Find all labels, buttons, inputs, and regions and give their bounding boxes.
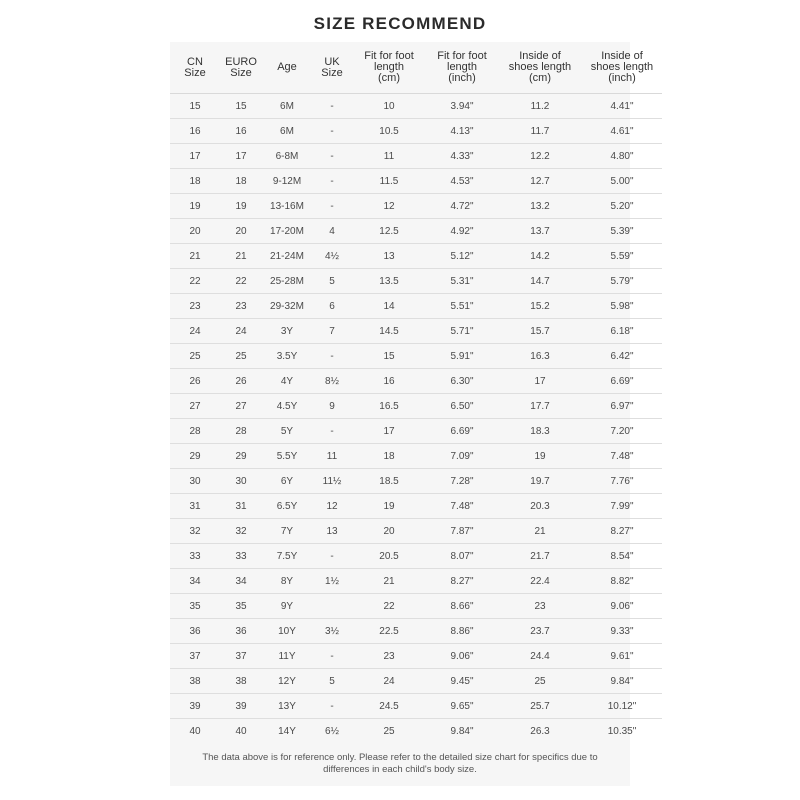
cell-foot-length-inch: 4.72"	[426, 194, 498, 219]
table-row	[170, 669, 662, 694]
cell-uk-size: 9	[312, 394, 352, 419]
cell-uk-size: -	[312, 419, 352, 444]
cell-age: 17-20M	[262, 219, 312, 244]
table-row	[170, 194, 662, 219]
cell-shoe-length-inch: 9.33"	[582, 619, 662, 644]
cell-foot-length-inch: 7.87"	[426, 519, 498, 544]
cell-euro-size: 15	[220, 94, 262, 119]
cell-foot-length-cm: 25	[383, 725, 395, 737]
cell-euro-size: 28	[220, 419, 262, 444]
cell-cn-size: 19	[170, 194, 220, 219]
cell-age: 12Y	[262, 669, 312, 694]
table-row	[170, 244, 662, 269]
cell-uk-size: -	[312, 344, 352, 369]
page-title: SIZE RECOMMEND	[313, 14, 487, 33]
cell-foot-length-inch: 6.30"	[426, 369, 498, 394]
cell-cn-size: 22	[170, 269, 220, 294]
cell-age: 6M	[262, 119, 312, 144]
cell-shoe-length-inch: 5.98"	[582, 294, 662, 319]
table-row	[170, 419, 662, 444]
cell-foot-length-cm: 11	[352, 144, 426, 169]
cell-foot-length-inch: 3.94"	[426, 94, 498, 119]
column-header-cn-size: CN Size	[170, 42, 220, 94]
cell-shoe-length-inch: 6.97"	[582, 394, 662, 419]
cell-shoe-length-cm: 12.2	[498, 144, 582, 169]
cell-uk-size: -	[312, 544, 352, 569]
cell-age: 29-32M	[262, 294, 312, 319]
cell-shoe-length-inch: 10.12"	[582, 694, 662, 719]
cell-uk-size: -	[312, 119, 352, 144]
cell-foot-length-inch: 8.66"	[426, 594, 498, 619]
cell-foot-length-cm: 22.5	[352, 619, 426, 644]
cell-euro-size: 18	[220, 169, 262, 194]
cell-uk-size: 1½	[312, 569, 352, 594]
cell-foot-length-inch: 4.53"	[426, 169, 498, 194]
table-row	[170, 319, 662, 344]
cell-shoe-length-cm: 15.7	[498, 319, 582, 344]
cell-euro-size: 36	[220, 619, 262, 644]
cell-shoe-length-cm: 14.7	[498, 269, 582, 294]
cell-cn-size: 29	[170, 444, 220, 469]
cell-uk-size: 7	[312, 319, 352, 344]
cell-age: 4.5Y	[262, 394, 312, 419]
cell-uk-size: 6½	[325, 725, 339, 737]
cell-shoe-length-inch: 5.39"	[582, 219, 662, 244]
table-row	[170, 219, 662, 244]
cell-euro-size: 33	[220, 544, 262, 569]
column-header-foot-length-cm: Fit for foot length (cm)	[352, 42, 426, 94]
cell-shoe-length-cm: 21	[498, 519, 582, 544]
cell-shoe-length-cm: 11.7	[498, 119, 582, 144]
cell-uk-size: 5	[312, 269, 352, 294]
column-header-uk-size: UK Size	[312, 42, 352, 94]
table-row	[170, 369, 662, 394]
cell-shoe-length-cm: 17	[498, 369, 582, 394]
cell-age: 21-24M	[262, 244, 312, 269]
cell-foot-length-cm: 15	[352, 344, 426, 369]
cell-foot-length-cm: 24.5	[352, 694, 426, 719]
cell-foot-length-inch: 8.86"	[426, 619, 498, 644]
cell-shoe-length-inch: 6.42"	[582, 344, 662, 369]
cell-shoe-length-inch: 9.61"	[582, 644, 662, 669]
cell-euro-size: 26	[220, 369, 262, 394]
cell-foot-length-cm: 20.5	[352, 544, 426, 569]
cell-uk-size: -	[312, 644, 352, 669]
cell-euro-size: 19	[220, 194, 262, 219]
cell-euro-size: 23	[220, 294, 262, 319]
cell-uk-size: -	[312, 169, 352, 194]
cell-shoe-length-cm: 17.7	[498, 394, 582, 419]
cell-foot-length-inch: 8.27"	[426, 569, 498, 594]
disclaimer-note: The data above is for reference only. Please refer to the detailed size chart for specifics due to differences in each child's body size.	[202, 752, 598, 775]
cell-shoe-length-inch: 8.54"	[582, 544, 662, 569]
cell-shoe-length-cm: 13.2	[498, 194, 582, 219]
cell-cn-size: 23	[170, 294, 220, 319]
cell-age: 13Y	[262, 694, 312, 719]
cell-shoe-length-inch: 8.82"	[582, 569, 662, 594]
cell-age: 3Y	[262, 319, 312, 344]
cell-uk-size: 3½	[312, 619, 352, 644]
cell-uk-size: 13	[312, 519, 352, 544]
cell-shoe-length-cm: 15.2	[498, 294, 582, 319]
cell-euro-size: 37	[220, 644, 262, 669]
cell-foot-length-cm: 23	[352, 644, 426, 669]
cell-uk-size: 4	[312, 219, 352, 244]
cell-foot-length-inch: 5.71"	[426, 319, 498, 344]
cell-shoe-length-inch: 8.27"	[582, 519, 662, 544]
table-body	[170, 94, 662, 744]
cell-foot-length-cm: 12	[352, 194, 426, 219]
cell-cn-size: 34	[170, 569, 220, 594]
cell-uk-size: -	[312, 144, 352, 169]
cell-foot-length-cm: 12.5	[352, 219, 426, 244]
cell-shoe-length-inch: 5.20"	[582, 194, 662, 219]
cell-foot-length-cm: 20	[352, 519, 426, 544]
cell-uk-size: -	[312, 94, 352, 119]
cell-cn-size: 26	[170, 369, 220, 394]
cell-uk-size: 11½	[312, 469, 352, 494]
table-row	[170, 144, 662, 169]
cell-foot-length-cm: 10.5	[352, 119, 426, 144]
cell-uk-size: 6	[312, 294, 352, 319]
cell-age: 5Y	[262, 419, 312, 444]
cell-shoe-length-inch: 7.99"	[582, 494, 662, 519]
cell-euro-size: 39	[220, 694, 262, 719]
cell-age: 10Y	[262, 619, 312, 644]
cell-shoe-length-cm: 13.7	[498, 219, 582, 244]
table-row	[170, 94, 662, 119]
cell-age: 6.5Y	[262, 494, 312, 519]
cell-cn-size: 37	[170, 644, 220, 669]
cell-uk-size	[312, 594, 352, 619]
table-row	[170, 569, 662, 594]
cell-shoe-length-cm: 22.4	[498, 569, 582, 594]
cell-foot-length-cm: 13	[352, 244, 426, 269]
cell-foot-length-inch: 5.91"	[426, 344, 498, 369]
cell-cn-size: 18	[170, 169, 220, 194]
column-header-foot-length-inch: Fit for foot length (inch)	[426, 42, 498, 94]
cell-cn-size: 39	[170, 694, 220, 719]
cell-uk-size: 11	[312, 444, 352, 469]
cell-cn-size: 27	[170, 394, 220, 419]
cell-shoe-length-cm: 21.7	[498, 544, 582, 569]
column-header-euro-size: EURO Size	[220, 42, 262, 94]
cell-age: 6Y	[262, 469, 312, 494]
cell-foot-length-inch: 6.69"	[426, 419, 498, 444]
cell-foot-length-inch: 4.33"	[426, 144, 498, 169]
cell-shoe-length-inch: 4.41"	[582, 94, 662, 119]
cell-age: 3.5Y	[262, 344, 312, 369]
cell-foot-length-inch: 5.51"	[426, 294, 498, 319]
cell-foot-length-cm: 16	[352, 369, 426, 394]
cell-cn-size: 20	[170, 219, 220, 244]
cell-euro-size: 25	[220, 344, 262, 369]
cell-foot-length-inch: 5.12"	[426, 244, 498, 269]
column-header-shoe-length-inch: Inside of shoes length (inch)	[582, 42, 662, 94]
cell-cn-size: 16	[170, 119, 220, 144]
cell-shoe-length-cm: 12.7	[498, 169, 582, 194]
cell-foot-length-inch: 5.31"	[426, 269, 498, 294]
table-row	[170, 644, 662, 669]
cell-foot-length-inch: 7.28"	[426, 469, 498, 494]
table-row	[170, 594, 662, 619]
cell-age: 9Y	[262, 594, 312, 619]
table-row	[170, 544, 662, 569]
cell-cn-size: 32	[170, 519, 220, 544]
cell-foot-length-inch: 9.45"	[426, 669, 498, 694]
cell-shoe-length-inch: 4.80"	[582, 144, 662, 169]
cell-uk-size: 4½	[312, 244, 352, 269]
cell-foot-length-cm: 22	[352, 594, 426, 619]
cell-shoe-length-cm: 16.3	[498, 344, 582, 369]
cell-euro-size: 35	[220, 594, 262, 619]
cell-foot-length-cm: 18.5	[352, 469, 426, 494]
cell-age: 4Y	[262, 369, 312, 394]
table-row	[170, 469, 662, 494]
cell-foot-length-inch: 6.50"	[426, 394, 498, 419]
table-row	[170, 619, 662, 644]
cell-foot-length-cm: 21	[352, 569, 426, 594]
column-header-age: Age	[262, 42, 312, 94]
cell-foot-length-cm: 11.5	[352, 169, 426, 194]
table-row	[170, 294, 662, 319]
cell-euro-size: 22	[220, 269, 262, 294]
cell-shoe-length-cm: 18.3	[498, 419, 582, 444]
cell-foot-length-cm: 13.5	[352, 269, 426, 294]
table-row	[170, 119, 662, 144]
cell-cn-size: 25	[170, 344, 220, 369]
cell-foot-length-cm: 24	[352, 669, 426, 694]
cell-euro-size: 16	[220, 119, 262, 144]
cell-shoe-length-inch: 5.79"	[582, 269, 662, 294]
cell-cn-size: 31	[170, 494, 220, 519]
cell-foot-length-inch: 8.07"	[426, 544, 498, 569]
cell-foot-length-cm: 14	[352, 294, 426, 319]
cell-cn-size: 40	[189, 725, 201, 737]
cell-shoe-length-cm: 25	[498, 669, 582, 694]
cell-euro-size: 34	[220, 569, 262, 594]
cell-shoe-length-cm: 19.7	[498, 469, 582, 494]
cell-cn-size: 28	[170, 419, 220, 444]
table-row	[170, 169, 662, 194]
table-row	[170, 519, 662, 544]
cell-cn-size: 36	[170, 619, 220, 644]
table-row	[170, 444, 662, 469]
cell-shoe-length-cm: 26.3	[530, 725, 550, 737]
cell-shoe-length-inch: 9.84"	[582, 669, 662, 694]
cell-cn-size: 30	[170, 469, 220, 494]
cell-shoe-length-cm: 14.2	[498, 244, 582, 269]
cell-cn-size: 21	[170, 244, 220, 269]
cell-age: 13-16M	[262, 194, 312, 219]
cell-euro-size: 24	[220, 319, 262, 344]
cell-shoe-length-cm: 11.2	[498, 94, 582, 119]
cell-foot-length-inch: 4.92"	[426, 219, 498, 244]
cell-shoe-length-inch: 6.69"	[582, 369, 662, 394]
cell-shoe-length-inch: 7.20"	[582, 419, 662, 444]
size-table	[170, 42, 662, 743]
cell-euro-size: 27	[220, 394, 262, 419]
cell-shoe-length-inch: 7.48"	[582, 444, 662, 469]
cell-uk-size: 12	[312, 494, 352, 519]
cell-age: 25-28M	[262, 269, 312, 294]
cell-foot-length-inch: 7.48"	[426, 494, 498, 519]
cell-shoe-length-cm: 25.7	[498, 694, 582, 719]
cell-shoe-length-cm: 19	[498, 444, 582, 469]
cell-cn-size: 35	[170, 594, 220, 619]
table-row	[170, 694, 662, 719]
cell-age: 5.5Y	[262, 444, 312, 469]
cell-cn-size: 17	[170, 144, 220, 169]
cell-age: 14Y	[278, 725, 296, 737]
cell-shoe-length-inch: 6.18"	[582, 319, 662, 344]
cell-euro-size: 32	[220, 519, 262, 544]
cell-foot-length-cm: 18	[352, 444, 426, 469]
cell-uk-size: 5	[312, 669, 352, 694]
column-header-shoe-length-cm: Inside of shoes length (cm)	[498, 42, 582, 94]
cell-euro-size: 38	[220, 669, 262, 694]
cell-cn-size: 33	[170, 544, 220, 569]
cell-euro-size: 21	[220, 244, 262, 269]
cell-euro-size: 40	[235, 725, 247, 737]
table-row	[170, 269, 662, 294]
cell-age: 7.5Y	[262, 544, 312, 569]
cell-shoe-length-cm: 24.4	[498, 644, 582, 669]
cell-foot-length-cm: 10	[352, 94, 426, 119]
cell-foot-length-inch: 9.06"	[426, 644, 498, 669]
table-row	[170, 344, 662, 369]
cell-foot-length-inch: 9.84"	[450, 725, 474, 737]
size-chart-panel	[170, 42, 654, 786]
cell-shoe-length-cm: 23	[498, 594, 582, 619]
cell-age: 11Y	[262, 644, 312, 669]
cell-uk-size: 8½	[312, 369, 352, 394]
table-row	[170, 394, 662, 419]
cell-shoe-length-inch: 4.61"	[582, 119, 662, 144]
cell-uk-size: -	[312, 694, 352, 719]
cell-foot-length-inch: 9.65"	[426, 694, 498, 719]
cell-age: 8Y	[262, 569, 312, 594]
cell-cn-size: 24	[170, 319, 220, 344]
cell-euro-size: 17	[220, 144, 262, 169]
table-header	[170, 42, 662, 94]
header-row	[170, 42, 662, 94]
cell-age: 6-8M	[262, 144, 312, 169]
cell-shoe-length-inch: 9.06"	[582, 594, 662, 619]
cell-foot-length-cm: 17	[352, 419, 426, 444]
cell-age: 9-12M	[262, 169, 312, 194]
cell-euro-size: 31	[220, 494, 262, 519]
cell-shoe-length-cm: 20.3	[498, 494, 582, 519]
cell-euro-size: 20	[220, 219, 262, 244]
table-row	[170, 719, 662, 744]
cell-cn-size: 38	[170, 669, 220, 694]
cell-cn-size: 15	[170, 94, 220, 119]
cell-uk-size: -	[312, 194, 352, 219]
cell-shoe-length-inch: 10.35"	[607, 725, 637, 737]
cell-foot-length-cm: 14.5	[352, 319, 426, 344]
cell-shoe-length-inch: 5.59"	[582, 244, 662, 269]
cell-age: 6M	[262, 94, 312, 119]
table-row	[170, 494, 662, 519]
cell-age: 7Y	[262, 519, 312, 544]
cell-foot-length-inch: 7.09"	[426, 444, 498, 469]
cell-euro-size: 30	[220, 469, 262, 494]
cell-foot-length-cm: 19	[352, 494, 426, 519]
cell-foot-length-cm: 16.5	[352, 394, 426, 419]
cell-foot-length-inch: 4.13"	[426, 119, 498, 144]
cell-shoe-length-inch: 7.76"	[582, 469, 662, 494]
cell-shoe-length-inch: 5.00"	[582, 169, 662, 194]
cell-shoe-length-cm: 23.7	[498, 619, 582, 644]
cell-euro-size: 29	[220, 444, 262, 469]
